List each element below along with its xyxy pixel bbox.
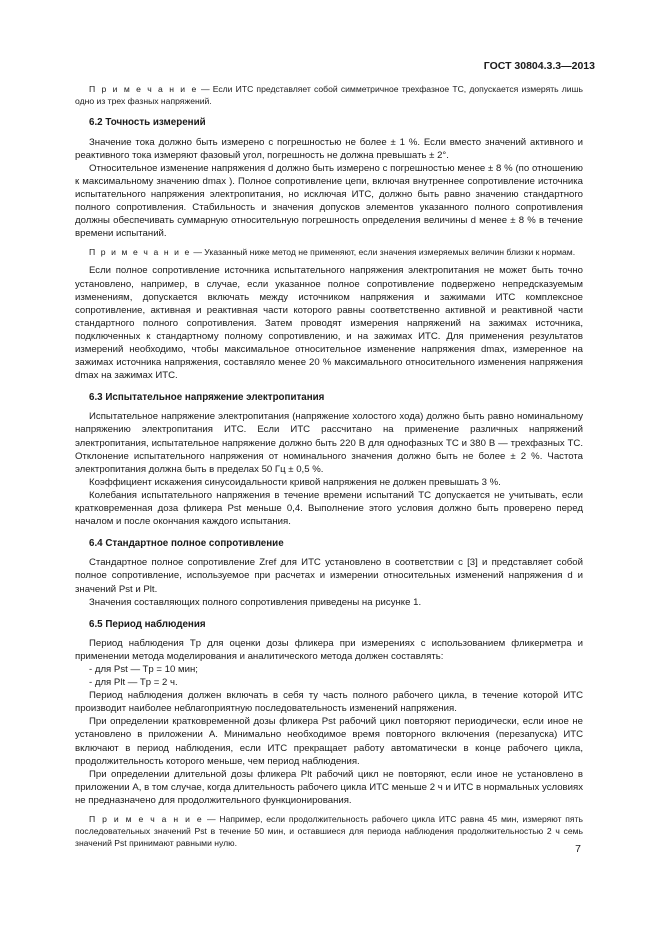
standard-number: ГОСТ 30804.3.3—2013 xyxy=(483,60,595,72)
paragraph: При определении длительной дозы фликера Plt рабочий цикл не повторяют, если иное не установлено в приложении А, в том случае, когда длительность рабочего цикла ИТС меньше 2 ч и ИТС в нормальных условиях не предназначено для продолжительного функционирования. xyxy=(75,768,583,806)
paragraph: Период наблюдения должен включать в себя ту часть полного рабочего цикла, в течение которой ИТС производит наиболее неблагоприятную последовательность изменений напряжения. xyxy=(75,690,583,715)
paragraph: Колебания испытательного напряжения в течение времени испытаний ТС допускается не учитывать, если кратковременная доза фликера Pst меньше 0,4. Выполнение этого условия должно быть проверено перед началом и после окончания каждого испытания. xyxy=(75,489,583,528)
page-body xyxy=(75,83,583,850)
paragraph: Если полное сопротивление источника испытательного напряжения электропитания не может быть точно установлено, например, в случае, если указанное полное сопротивление подвержено непредсказуемым изменениям, допускается включать между источником напряжения и зажимами ИТС комплексное сопротивление, активная и реактивная части которого равны соответственно активной и реактивной части стандартного полного сопротивления. Затем проводят измерения напряжений на зажимах источника, подключенных к стандартному полному сопротивлению, и на зажимах ИТС. Для применения результатов измерений необходимо, чтобы максимальное относительное изменение напряжения dmax, измеренное на зажимах источника напряжения, составляло менее 20 % максимального относительного изменения напряжения dmax на зажимах ИТС. xyxy=(75,265,583,382)
note-paragraph xyxy=(75,246,583,258)
paragraph: Значения составляющих полного сопротивления приведены на рисунке 1. xyxy=(89,596,422,608)
section-heading-6-5: 6.5 Период наблюдения xyxy=(89,618,206,630)
note-paragraph xyxy=(75,83,583,107)
section-heading-6-3: 6.3 Испытательное напряжение электропитания xyxy=(89,392,325,404)
paragraph: Период наблюдения Tp для оценки дозы фликера при измерениях с использованием фликерметра и применении метода моделирования и аналитического метода должен составлять: xyxy=(75,637,583,662)
note-text: — Указанный ниже метод не применяют, если значения измеряемых величин близки к нормам. xyxy=(193,247,576,258)
list-item: - для Plt — Tp = 2 ч. xyxy=(89,677,178,689)
page-number: 7 xyxy=(575,843,581,855)
note-text: — Если ИТС представляет собой симметричное трехфазное ТС, допускается измерять лишь одно из трех фазных напряжений. xyxy=(75,84,583,107)
paragraph: Коэффициент искажения синусоидальности кривой напряжения не должен превышать 3 %. xyxy=(89,476,501,488)
section-heading-6-4: 6.4 Стандартное полное сопротивление xyxy=(89,538,284,550)
note-label: П р и м е ч а н и е xyxy=(89,247,191,258)
paragraph: Значение тока должно быть измерено с погрешностью не более ± 1 %. Если вместо значений активного и реактивного тока измеряют фазовый угол, погрешность не должна превышать ± 2°. xyxy=(75,136,583,161)
note-text: — Например, если продолжительность рабочего цикла ИТС равна 45 мин, измеряют пять последовательных значений Pst в течение 50 мин, и оставшиеся для периода наблюдения продолжительностью 2 ч семь значений Pst принимают равными нулю. xyxy=(75,814,583,849)
list-item: - для Pst — Tp = 10 мин; xyxy=(89,663,198,675)
paragraph: Испытательное напряжение электропитания (напряжение холостого хода) должно быть равно номинальному напряжению электропитания ИТС. Если ИТС рассчитано на применение различных напряжений электропитания, испытательное напряжение должно быть 220 В для однофазных ТС и 380 В — трехфазных ТС. Отклонение испытательного напряжения от номинального значения должно быть не более ± 2 %. Частота электропитания должна быть в пределах 50 Гц ± 0,5 %. xyxy=(75,411,583,475)
section-heading-6-2: 6.2 Точность измерений xyxy=(89,117,206,129)
paragraph: Относительное изменение напряжения d должно быть измерено с погрешностью менее ± 8 % (по отношению к максимальному значению dmax ). Полное сопротивление цепи, включая внутреннее сопротивление источника испытательного напряжения электропитания, но исключая ИТС, должно быть равно значению стандартного полного сопротивления. Стабильность и значения допусков элементов указанного полного сопротивления должны обеспечивать суммарную относительную погрешность определения величины d менее ± 8 % в течение времени испытаний. xyxy=(75,162,583,240)
note-label: П р и м е ч а н и е xyxy=(89,814,204,825)
note-paragraph xyxy=(75,813,583,850)
paragraph: При определении кратковременной дозы фликера Pst рабочий цикл повторяют периодически, если иное не установлено в приложении А. Минимально необходимое время повторного включения (перезапуска) ИТС включают в период наблюдения, если ИТС прекращает работу автоматически в конце рабочего цикла, продолжительность которого меньше, чем период наблюдения. xyxy=(75,716,583,767)
note-label: П р и м е ч а н и е xyxy=(89,84,198,94)
paragraph: Стандартное полное сопротивление Zref для ИТС установлено в соответствии с [3] и представляет собой полное сопротивление, используемое при расчетах и измерении относительных изменений напряжения d и значений Pst и Plt. xyxy=(75,557,583,595)
